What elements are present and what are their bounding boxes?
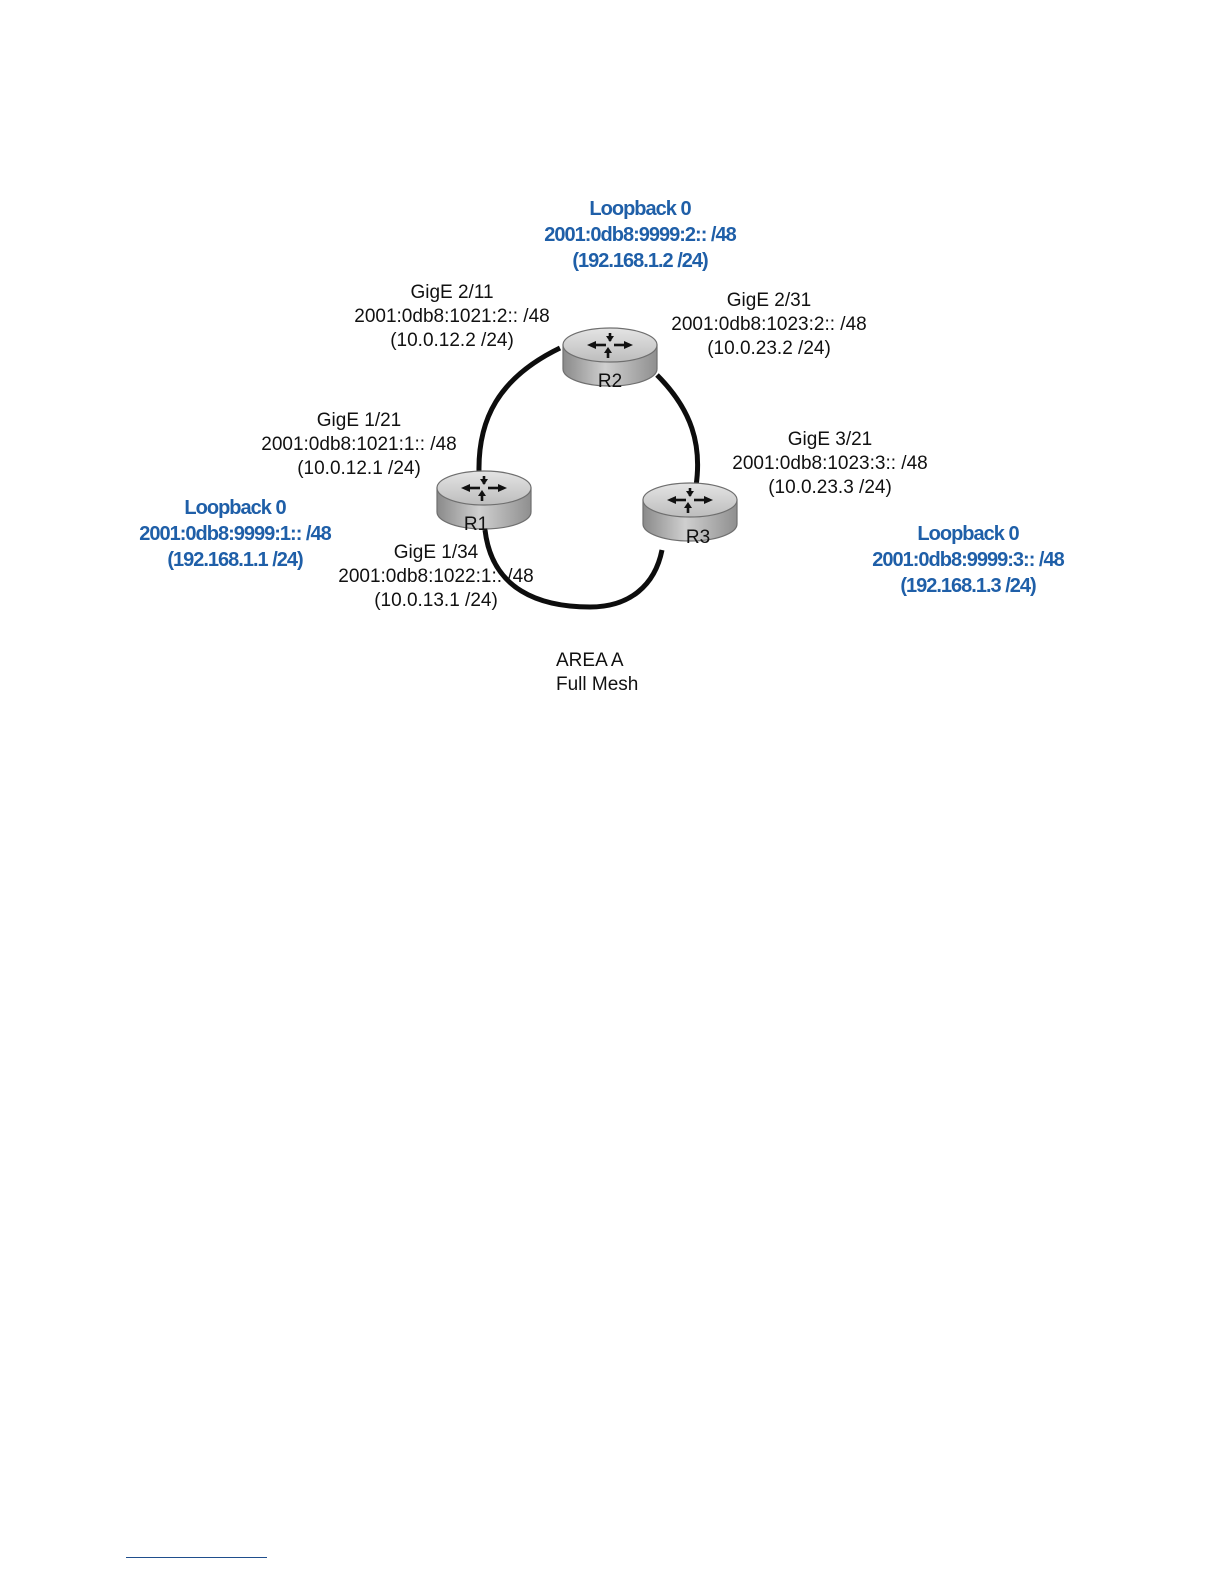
router-r3-label: R3 bbox=[685, 527, 711, 548]
interface-r2-gige-2-11-label bbox=[354, 281, 549, 353]
interface-r1-gige-1-21-label bbox=[261, 409, 456, 481]
area-label bbox=[556, 649, 638, 697]
area-topology: Full Mesh bbox=[556, 674, 639, 695]
loopback-r2-label bbox=[544, 196, 735, 274]
interface-ipv4: (10.0.23.3 /24) bbox=[768, 477, 892, 498]
interface-r2-gige-2-31-label bbox=[671, 289, 866, 361]
interface-r3-gige-3-21-label bbox=[732, 428, 927, 500]
link-r2-r3 bbox=[657, 375, 698, 486]
area-name: AREA A bbox=[556, 650, 624, 671]
loopback-name: Loopback 0 bbox=[184, 497, 286, 519]
interface-ipv6: 2001:0db8:1022:1:: /48 bbox=[338, 566, 534, 587]
footnote-separator bbox=[126, 1557, 267, 1558]
loopback-r3-label bbox=[872, 521, 1063, 599]
interface-ipv6: 2001:0db8:1021:2:: /48 bbox=[354, 306, 550, 327]
loopback-name: Loopback 0 bbox=[589, 198, 691, 220]
interface-name: GigE 2/31 bbox=[726, 290, 812, 311]
interface-ipv4: (10.0.12.2 /24) bbox=[390, 330, 514, 351]
loopback-name: Loopback 0 bbox=[917, 523, 1019, 545]
link-r1-r2 bbox=[479, 348, 560, 472]
loopback-ipv6: 2001:0db8:9999:2:: /48 bbox=[544, 224, 736, 246]
loopback-ipv4: (192.168.1.3 /24) bbox=[900, 575, 1036, 597]
interface-name: GigE 1/34 bbox=[393, 542, 479, 563]
router-r1-label: R1 bbox=[463, 514, 489, 535]
router-r2-label: R2 bbox=[597, 371, 623, 392]
loopback-ipv4: (192.168.1.2 /24) bbox=[572, 250, 708, 272]
router-r2[interactable] bbox=[563, 328, 657, 392]
interface-name: GigE 1/21 bbox=[316, 410, 402, 431]
router-r3[interactable] bbox=[643, 483, 737, 548]
interface-ipv6: 2001:0db8:1023:2:: /48 bbox=[671, 314, 867, 335]
loopback-r1-label bbox=[139, 495, 330, 573]
interface-ipv4: (10.0.12.1 /24) bbox=[297, 458, 421, 479]
interface-r1-gige-1-34-label bbox=[338, 541, 533, 613]
loopback-ipv6: 2001:0db8:9999:3:: /48 bbox=[872, 549, 1064, 571]
interface-name: GigE 3/21 bbox=[787, 429, 873, 450]
loopback-ipv4: (192.168.1.1 /24) bbox=[167, 549, 303, 571]
loopback-ipv6: 2001:0db8:9999:1:: /48 bbox=[139, 523, 331, 545]
interface-ipv4: (10.0.13.1 /24) bbox=[374, 590, 498, 611]
interface-ipv6: 2001:0db8:1021:1:: /48 bbox=[261, 434, 457, 455]
interface-ipv4: (10.0.23.2 /24) bbox=[707, 338, 831, 359]
interface-name: GigE 2/11 bbox=[410, 282, 494, 303]
interface-ipv6: 2001:0db8:1023:3:: /48 bbox=[732, 453, 928, 474]
